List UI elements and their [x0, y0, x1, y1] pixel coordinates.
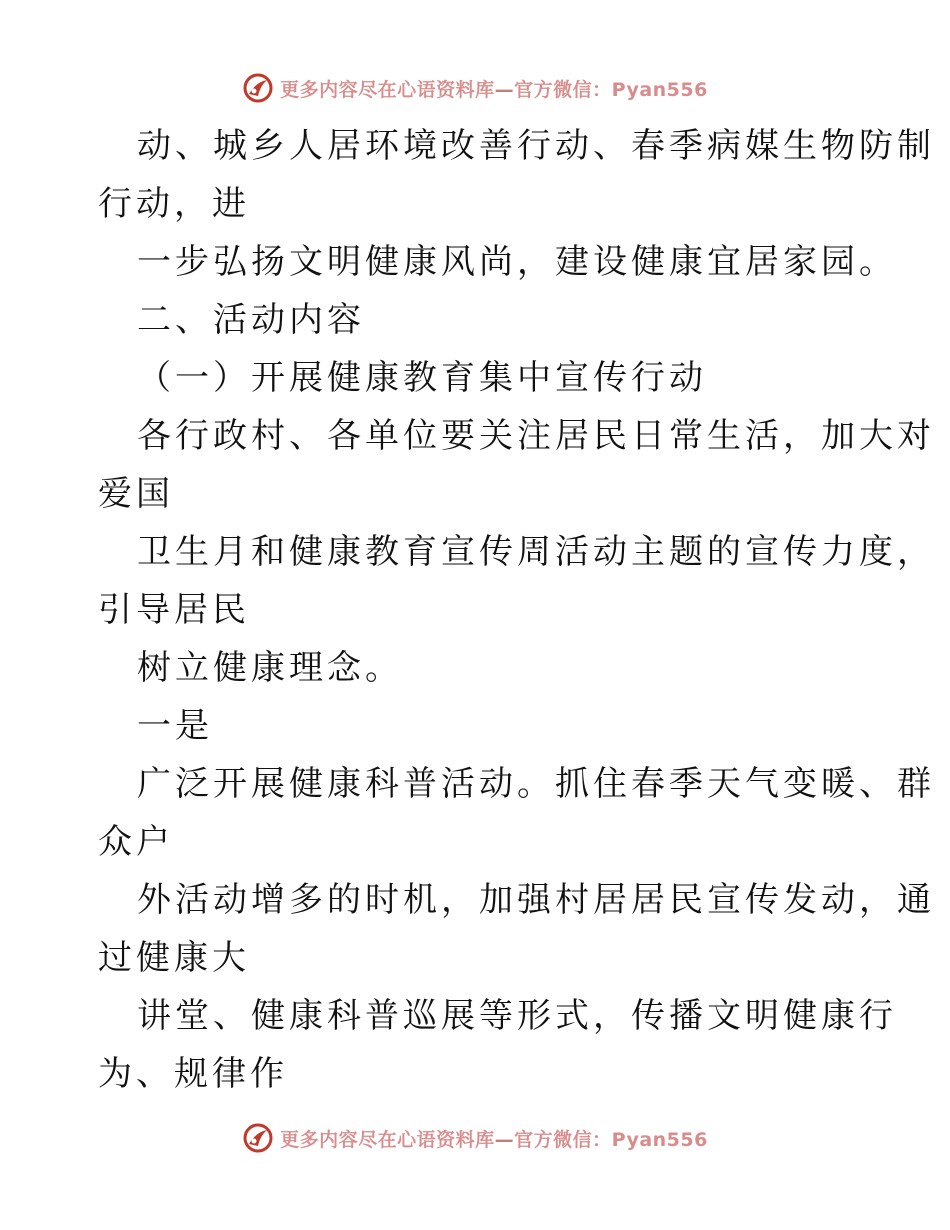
body-line: 卫生月和健康教育宣传周活动主题的宣传力度，: [137, 532, 935, 572]
body-line: 一步弘扬文明健康风尚，建设健康宜居家园。: [137, 242, 897, 282]
body-line: 为、规律作: [98, 1054, 288, 1094]
body-line: 树立健康理念。: [137, 648, 403, 688]
header-banner-text: [280, 75, 708, 102]
body-line: 行动，进: [98, 184, 250, 224]
body-line: 各行政村、各单位要关注居民日常生活，加大对: [137, 416, 935, 456]
footer-separator: —: [494, 1128, 515, 1151]
subsection-heading: （一）开展健康教育集中宣传行动: [137, 358, 707, 398]
section-heading: 二、活动内容: [137, 300, 365, 340]
header-site-text: 更多内容尽在心语资料库: [280, 78, 495, 101]
body-line: 广泛开展健康科普活动。抓住春季天气变暖、群: [137, 764, 935, 804]
body-line: 外活动增多的时机，加强村居居民宣传发动，通: [137, 880, 935, 920]
header-banner: [0, 72, 950, 104]
body-line: 讲堂、健康科普巡展等形式，传播文明健康行: [137, 996, 897, 1036]
footer-site-text: 更多内容尽在心语资料库: [280, 1128, 495, 1151]
brush-stroke-logo-icon: [242, 1122, 274, 1154]
header-separator: —: [494, 78, 515, 101]
footer-wechat-id: Pyan556: [611, 1128, 708, 1151]
header-wechat-label: 官方微信：: [514, 78, 612, 101]
footer-banner-text: [280, 1125, 708, 1152]
header-wechat-id: Pyan556: [611, 78, 708, 101]
body-line: 众户: [98, 822, 174, 862]
footer-wechat-label: 官方微信：: [514, 1128, 612, 1151]
body-line: 引导居民: [98, 590, 250, 630]
brush-stroke-logo-icon: [242, 72, 274, 104]
body-line: 过健康大: [98, 938, 250, 978]
body-line: 爱国: [98, 474, 174, 514]
footer-banner: [0, 1122, 950, 1154]
body-line: 一是: [137, 706, 213, 746]
body-line: 动、城乡人居环境改善行动、春季病媒生物防制: [137, 126, 935, 166]
